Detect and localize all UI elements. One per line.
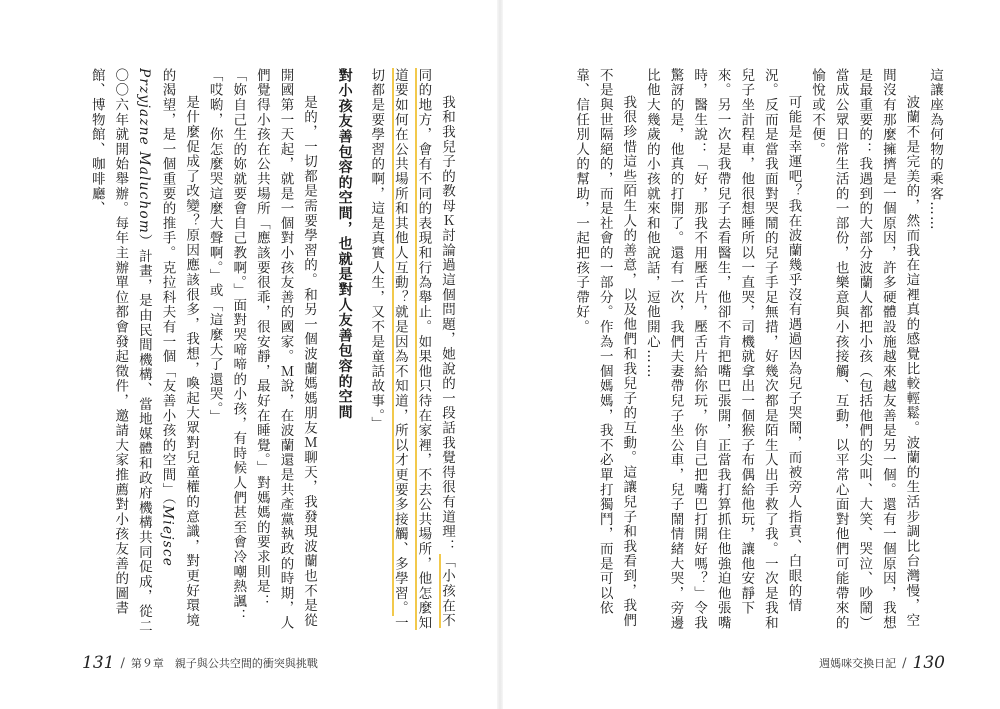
left-page-body (82, 68, 458, 634)
paragraph: 是什麼促成了改變？原因應該很多，我想，喚起大眾對兒童權的意識，對更好環境的渴望，是一個重要的推手。克拉科夫有一個「友善小孩的空間」（Miejsce Przyjazne Maluchom）計畫，是由民間機構、當地媒體和政府機構共同促成，從二〇〇六年就開始舉辦。每年主辦單位都會發起徵件，邀請大家推薦對小孩友善的圖書館、博物館、咖啡廳、 (88, 68, 200, 634)
running-head: 週媽咪交換日記 (819, 657, 897, 670)
paragraph: 這讓座為何物的乘客…… (927, 68, 943, 231)
right-page-body (570, 68, 946, 634)
paragraph: 我和我兒子的教母Ｋ討論過這個問題，她說的一段話我覺得很有道理：「小孩在不同的地方，會有不同的表現和行為舉止。如果他只待在家裡，不去公共場所，他怎麼知道要如何在公共場所和其他人互動？就是因為不知道，所以才更要多接觸、多學習。一切都是要學習的啊，這是真實人生，又不是童話故事。」 (368, 68, 455, 631)
paragraph: 是的，一切都是需要學習的。和另一個波蘭媽媽朋友Ｍ聊天，我發現波蘭也不是從開國第一天起，就是一個對小孩友善的國家。Ｍ說，在波蘭還是共產黨執政的時期，人們覺得小孩在公共場所「應該要很乖，很安靜，最好在睡覺。」對媽媽的要求則是：「妳自己生的妳就要會自己教啊。」面對哭啼啼的小孩，有時候人們甚至會冷嘲熱諷：「哎喲，你怎麼哭這麼大聲啊。」或「這麼大了還哭。」 (206, 68, 318, 631)
footer-separator: / (902, 655, 907, 671)
page-number: 131 (82, 653, 115, 673)
footer-separator: / (120, 655, 125, 671)
running-head: 第９章 親子與公共空間的衝突與挑戰 (130, 657, 318, 670)
right-page-footer (625, 651, 945, 675)
paragraph: 我很珍惜這些陌生人的善意，以及他們和我兒子的互動。這讓兒子和我看到，我們不是與世隔絕的，而是社會的一部分。作為一個媽媽，我不必單打獨鬥，而是可以依靠、信任別人的幫助，一起把孩子帶好。 (573, 68, 637, 628)
right-page (500, 0, 1000, 709)
highlighted-quote: 「小孩在不同的地方，會有不同的表現和行為舉止。如果他只待在家裡，不去公共場所，他怎麼知道要如何在公共場所和其他人互動？就是因為不知道，所以才更要多接觸、多學習。 (391, 68, 455, 631)
page-number: 130 (912, 653, 945, 673)
left-page-footer (82, 651, 402, 675)
latin-term: Miejsce Przyjazne Maluchom (135, 68, 176, 568)
paragraph: 波蘭不是完美的，然而我在這裡真的感覺比較輕鬆。波蘭的生活步調比台灣慢，空間沒有那麼擁擠是一個原因，許多硬體設施越來越友善是另一個。還有一個原因，我想是最重要的：我遇到的大部分波蘭人都把小孩（包括他們的尖叫、大笑、哭泣、吵鬧）當成公眾日常生活的一部份，也樂意與小孩接觸、互動，以平常心面對他們可能帶來的愉悅或不便。 (809, 68, 920, 631)
section-heading: 對小孩友善包容的空間，也就是對人友善包容的空間 (336, 68, 353, 420)
paragraph: 可能是幸運吧？我在波蘭幾乎沒有遇過因為兒子哭鬧，而被旁人指責、白眼的情況。反而是當我面對哭鬧的兒子手足無措，好幾次都是陌生人出手救了我。一次是我和兒子坐計程車，他很想睡所以一直哭，司機就拿出一個猴子布偶給他玩，讓他安靜下來。另一次是我帶兒子去看醫生，他卻不肯把嘴巴張開，正當我打算抓住他強迫他張嘴時，醫生說：「好，那我不用壓舌片，壓舌片給你玩，你自己把嘴巴打開好嗎？」令我驚訝的是，他真的打開了。還有一次，我們夫妻帶兒子坐公車，兒子鬧情緒大哭，旁邊比他大幾歲的小孩就來和他說話，逗他開心…… (643, 68, 802, 631)
